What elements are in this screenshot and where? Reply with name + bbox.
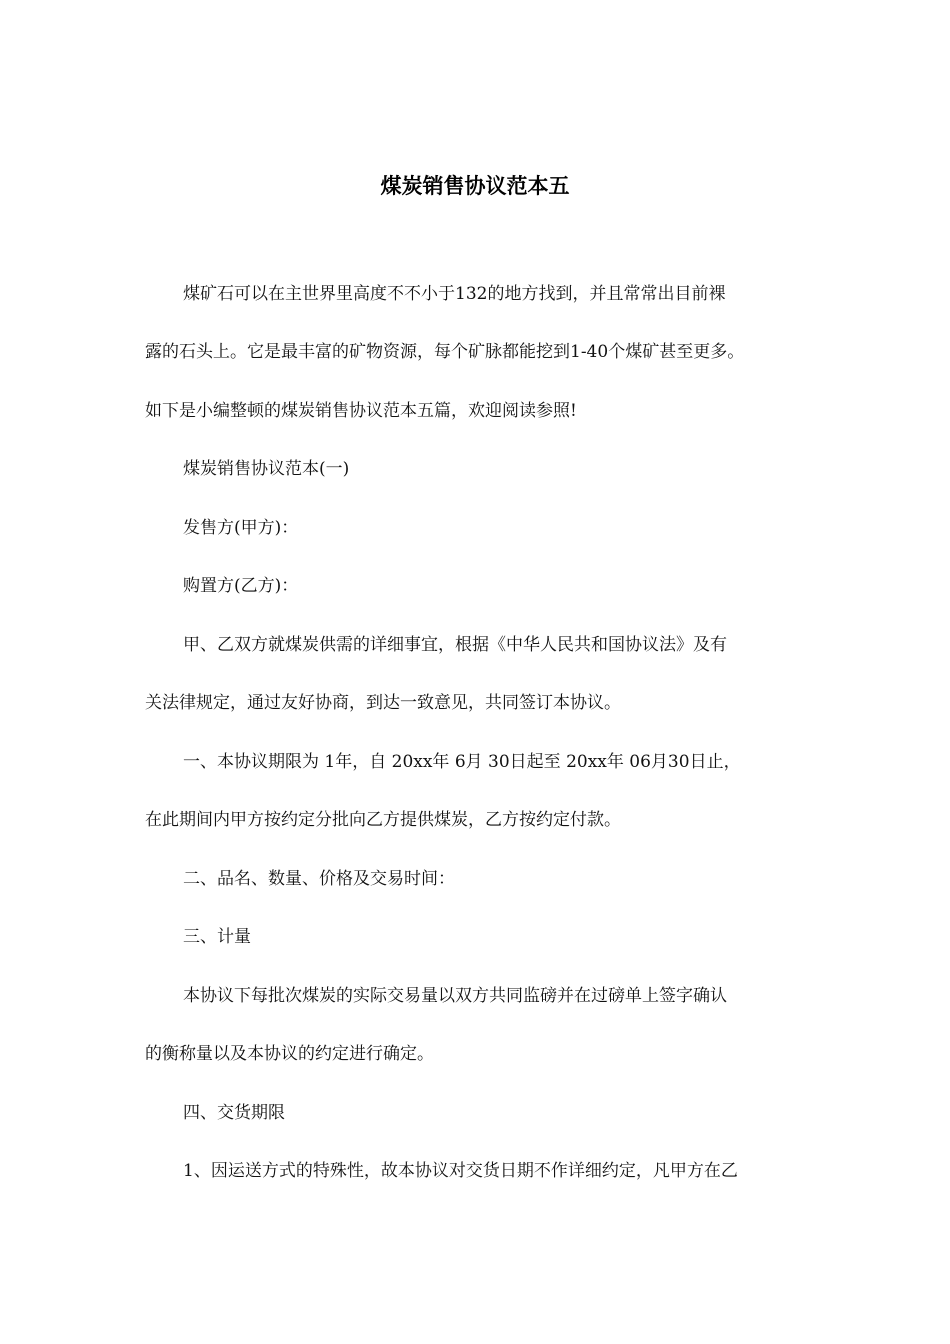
clause-3-heading: 三、计量 xyxy=(183,927,251,947)
paragraph-intro-line-2: 露的石头上。它是最丰富的矿物资源，每个矿脉都能挖到1-40个煤矿甚至更多。 xyxy=(145,342,745,362)
document-title: 煤炭销售协议范本五 xyxy=(380,174,570,198)
clause-3-line-1: 本协议下每批次煤炭的实际交易量以双方共同监磅并在过磅单上签字确认 xyxy=(183,986,727,1006)
paragraph-agreement-line-2: 关法律规定，通过友好协商，到达一致意见，共同签订本协议。 xyxy=(145,693,621,713)
clause-4-item-1-line-1: 1、因运送方式的特殊性，故本协议对交货日期不作详细约定，凡甲方在乙 xyxy=(183,1161,738,1181)
paragraph-intro-line-1: 煤矿石可以在主世界里高度不不小于132的地方找到，并且常常出目前裸 xyxy=(183,284,726,304)
clause-3-line-2: 的衡称量以及本协议的约定进行确定。 xyxy=(145,1044,434,1064)
clause-4-heading: 四、交货期限 xyxy=(183,1103,285,1123)
buyer-party-label: 购置方(乙方)： xyxy=(183,576,299,596)
clause-2-heading: 二、品名、数量、价格及交易时间： xyxy=(183,869,455,889)
clause-1-line-1: 一、本协议期限为 1年，自 20xx年 6月 30日起至 20xx年 06月30日止， xyxy=(183,752,741,772)
seller-party-label: 发售方(甲方)： xyxy=(183,518,299,538)
section-heading-sample-1: 煤炭销售协议范本(一) xyxy=(183,459,350,479)
paragraph-intro-line-3: 如下是小编整顿的煤炭销售协议范本五篇，欢迎阅读参照! xyxy=(145,401,577,421)
clause-1-line-2: 在此期间内甲方按约定分批向乙方提供煤炭，乙方按约定付款。 xyxy=(145,810,621,830)
paragraph-agreement-line-1: 甲、乙双方就煤炭供需的详细事宜，根据《中华人民共和国协议法》及有 xyxy=(183,635,727,655)
